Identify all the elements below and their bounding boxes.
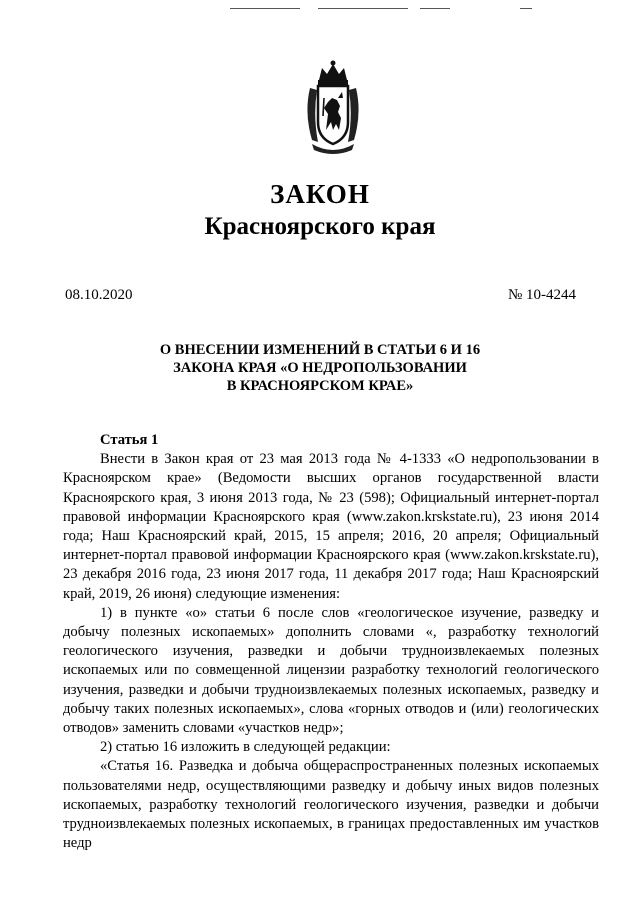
scan-edge-line xyxy=(318,8,408,9)
law-region-subtitle: Красноярского края xyxy=(204,213,436,240)
heading-line: О ВНЕСЕНИИ ИЗМЕНЕНИЙ В СТАТЬИ 6 И 16 xyxy=(159,342,481,358)
law-title: ЗАКОН xyxy=(270,179,370,209)
scan-edge-line xyxy=(420,8,450,9)
paragraph: Внести в Закон края от 23 мая 2013 года № 4-1333 «О недропользовании в Красноярском крае» (Ведомости высших органов государственной власти Красноярского края, 3 июня 2013 года, № 23 (598); Официальный интернет-портал правовой информации Красноярского края (www.zakon.krskstate.ru), 23 июня 2014 года; Наш Красноярский край, 2015, 15 апреля; 2016, 20 апреля; Официальный интернет-портал правовой информации Красноярского края (www.zakon.krskstate.ru), 23 декабря 2016 года, 23 июня 2017 года, 11 декабря 2017 года; Наш Красноярский край, 2019, 26 июня) следующие изменения: xyxy=(63,451,599,602)
scan-edge-line xyxy=(520,8,532,9)
paragraph: 1) в пункте «о» статьи 6 после слов «геологическое изучение, разведку и добычу полезных ископаемых» дополнить словами «, разработку технологий геологического изучения, разведки и добычи трудноизвлекаемых полезных ископаемых или по совмещенной лицензии разработку технологий геологического изучения, разведки и добычи трудноизвлекаемых полезных ископаемых, разведку и добычу таких полезных ископаемых», слова «горных отводов и (или) геологических отводов» заменить словами «участков недр»; xyxy=(63,604,599,737)
heading-line: В КРАСНОЯРСКОМ КРАЕ» xyxy=(226,378,414,394)
article-title: Статья 1 xyxy=(100,432,159,448)
law-body xyxy=(63,431,599,853)
heading-line: ЗАКОНА КРАЯ «О НЕДРОПОЛЬЗОВАНИИ xyxy=(173,360,467,376)
paragraph: 2) статью 16 изложить в следующей редакции: xyxy=(100,739,391,756)
coat-of-arms-icon xyxy=(302,58,364,158)
law-number: № 10-4244 xyxy=(507,287,576,303)
paragraph: «Статья 16. Разведка и добыча общераспространенных полезных ископаемых пользователями недр, осуществляющими разведку и добычу иных видов полезных ископаемых, разработку технологий геологического изучения, разведки и добычи трудноизвлекаемых полезных ископаемых, в границах предоставленных им участков недр xyxy=(63,758,599,852)
scan-edge-line xyxy=(230,8,300,9)
law-date: 08.10.2020 xyxy=(65,287,133,303)
law-heading xyxy=(0,341,640,395)
